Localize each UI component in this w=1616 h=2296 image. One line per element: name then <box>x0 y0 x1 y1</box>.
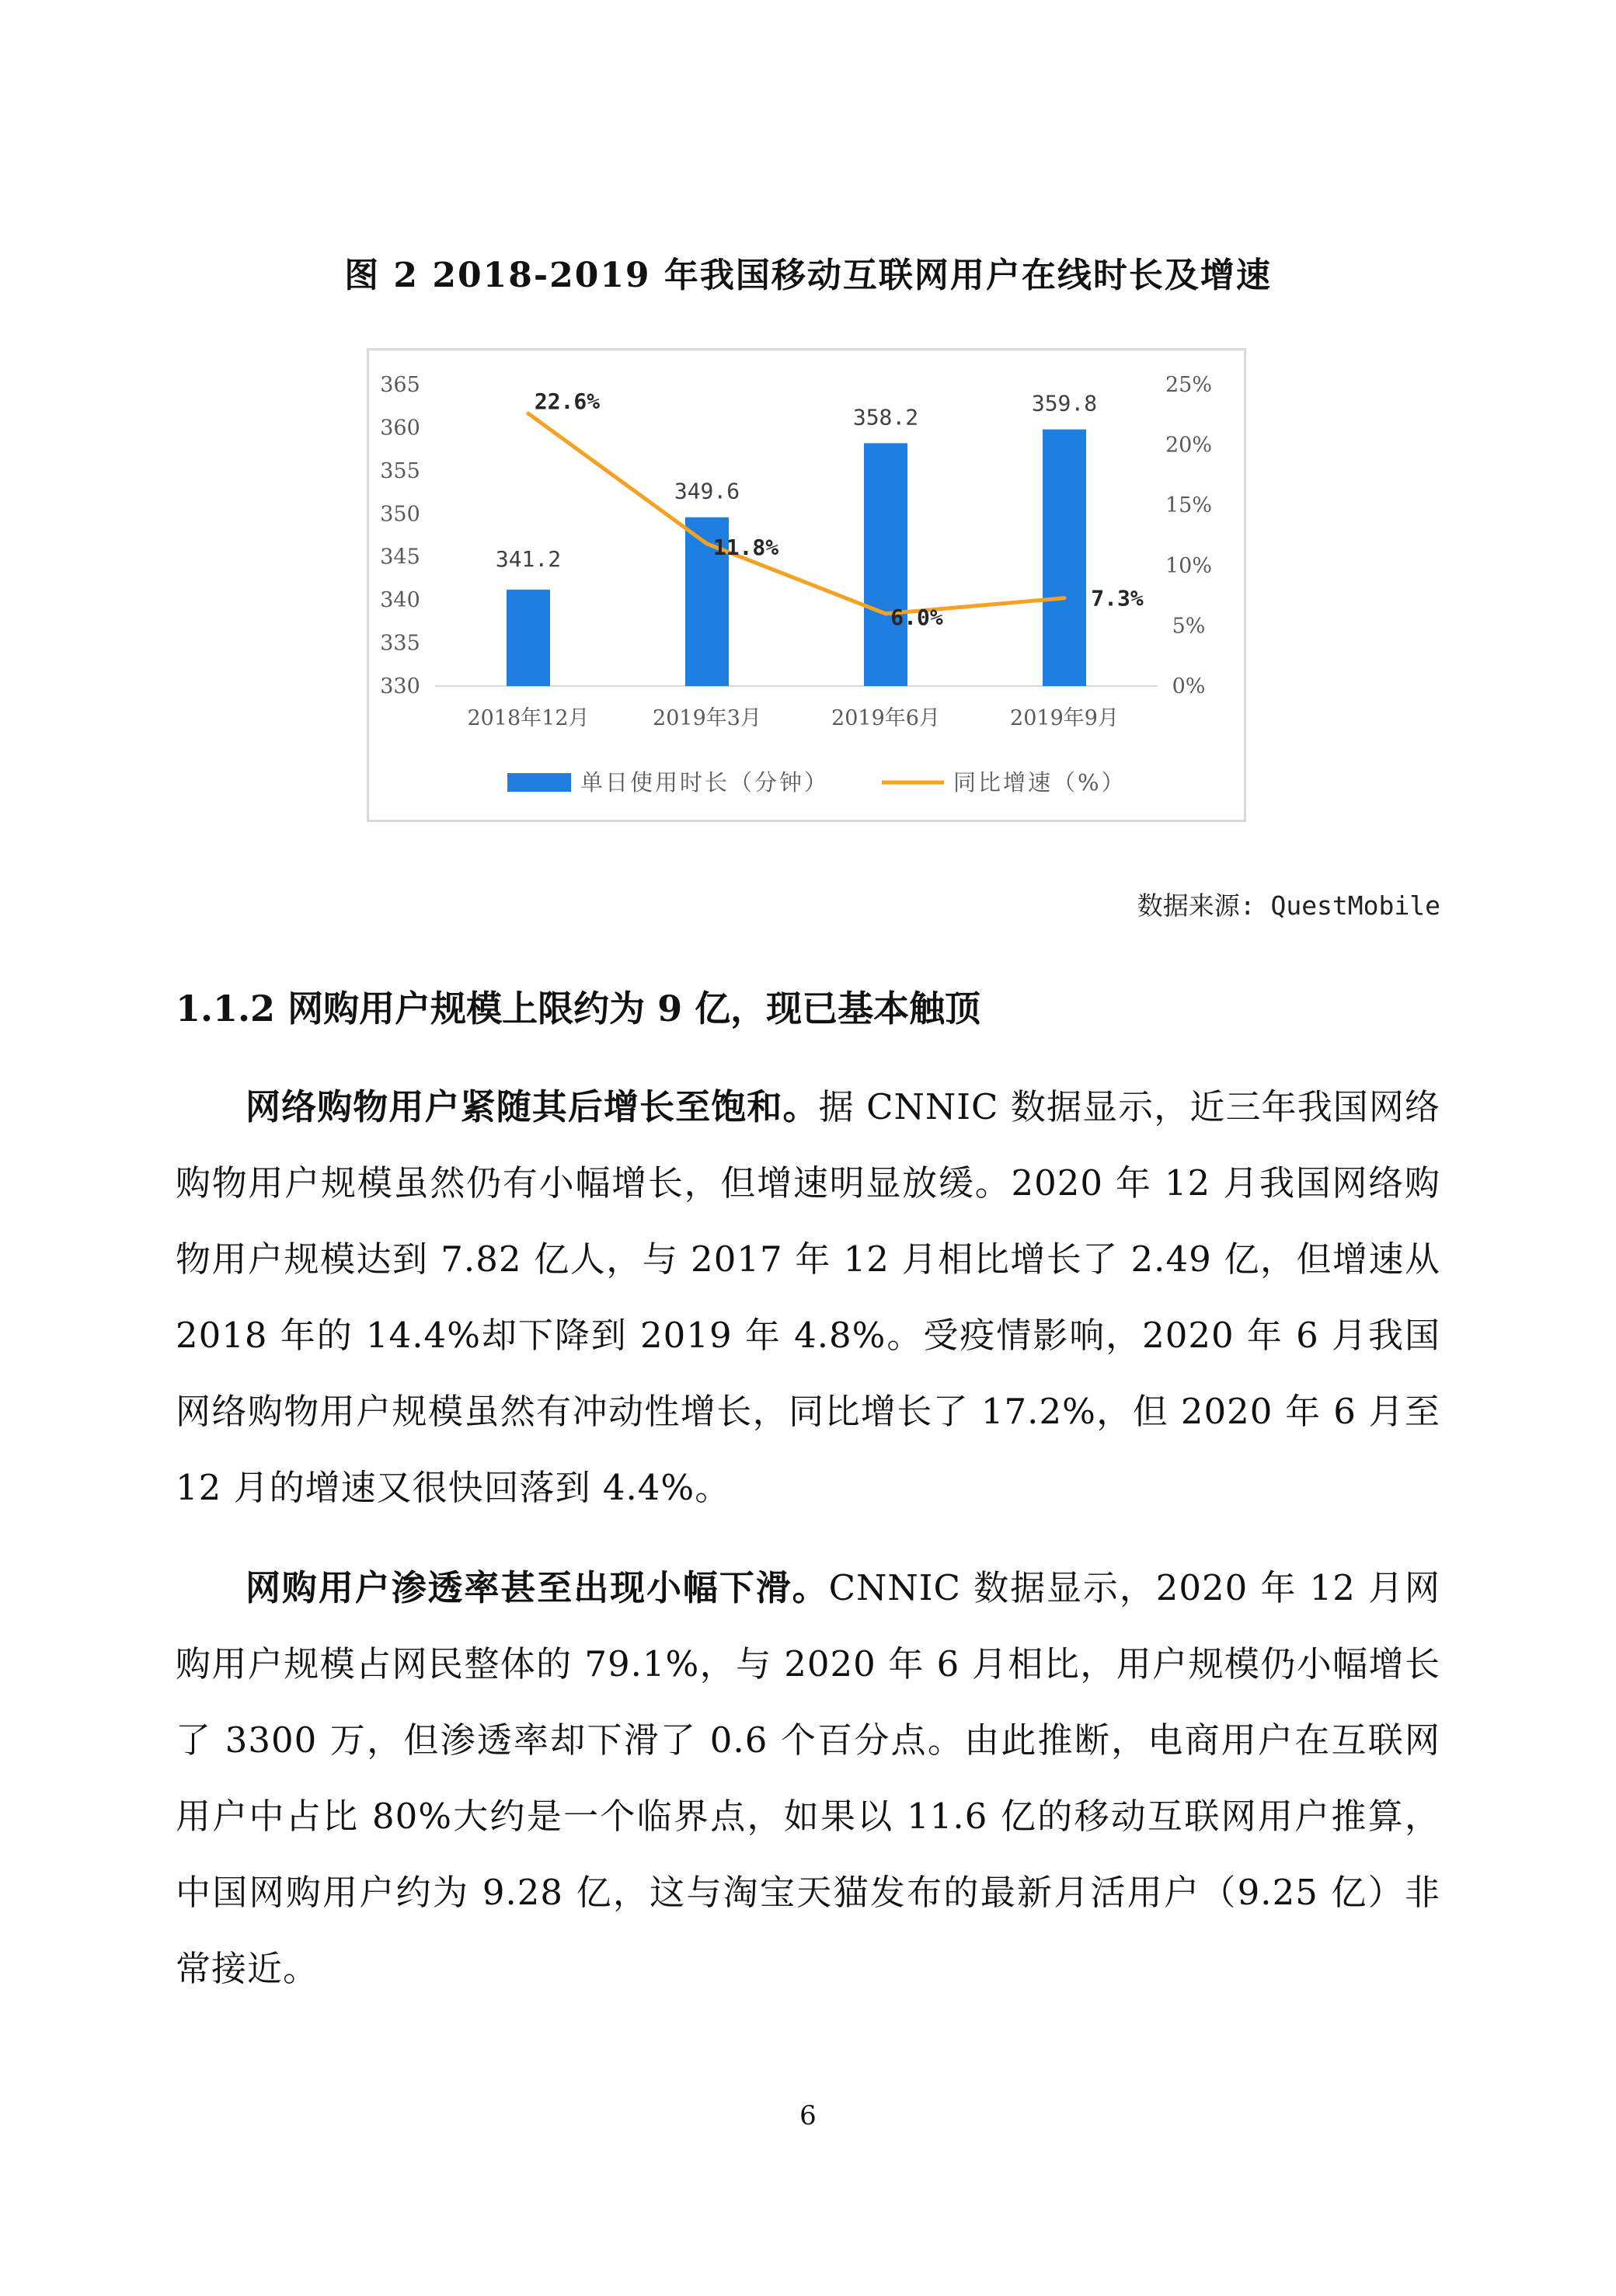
y-left-tick-label: 330 <box>380 674 420 699</box>
bar-data-label: 358.2 <box>852 404 919 430</box>
bar <box>507 590 550 686</box>
bar <box>1043 430 1086 686</box>
y-right-tick-label: 20% <box>1165 433 1213 458</box>
chart-container <box>367 348 1246 822</box>
bar <box>864 443 907 686</box>
line-data-label: 11.8% <box>712 534 779 560</box>
y-left-tick-label: 365 <box>380 373 420 397</box>
y-right-tick-label: 10% <box>1165 553 1213 578</box>
line-point <box>1064 598 1065 599</box>
paragraph-1-body: 据 CNNIC 数据显示，近三年我国网络购物用户规模虽然仍有小幅增长，但增速明显放缓。2020 年 12 月我国网络购物用户规模达到 7.82 亿人，与 2017 年 12 月相比增长了 2.49 亿，但增速从 2018 年的 14.4%却下降到 2019 年 4.8%。受疫情影响，2020 年 6 月我国网络购物用户规模虽然有冲动性增长，同比增长了 17.2%，但 2020 年 6 月至 12 月的增速又很快回落到 4.4%。 <box>176 1086 1440 1508</box>
y-left-tick-label: 360 <box>380 416 420 441</box>
y-left-tick-label: 345 <box>380 545 420 570</box>
section-heading: 1.1.2 网购用户规模上限约为 9 亿，现已基本触顶 <box>176 988 981 1030</box>
paragraph-1-lead: 网络购物用户紧随其后增长至饱和。 <box>246 1086 819 1127</box>
paragraph-1 <box>176 1069 1440 1526</box>
bar-data-label: 349.6 <box>674 478 740 504</box>
line-data-label: 22.6% <box>534 388 601 415</box>
legend-line-label: 同比增速（%） <box>953 769 1127 796</box>
bar-data-label: 341.2 <box>495 545 562 572</box>
y-left-tick-label: 350 <box>380 502 420 527</box>
legend-bar-label: 单日使用时长（分钟） <box>580 769 830 796</box>
paragraph-2 <box>176 1550 1440 2007</box>
line-point <box>706 543 708 545</box>
data-source-note: 数据来源: QuestMobile <box>1137 890 1440 921</box>
y-left-tick-label: 355 <box>380 458 420 483</box>
y-right-tick-label: 0% <box>1172 674 1206 699</box>
line-point <box>528 413 529 414</box>
legend-bar-swatch <box>507 773 571 792</box>
x-tick-label: 2019年6月 <box>831 706 940 730</box>
y-left-tick-label: 335 <box>380 631 420 656</box>
online-duration-chart <box>369 350 1244 820</box>
x-tick-label: 2019年9月 <box>1010 706 1119 730</box>
paragraph-2-lead: 网购用户渗透率甚至出现小幅下滑。 <box>246 1567 829 1608</box>
figure-title: 图 2 2018-2019 年我国移动互联网用户在线时长及增速 <box>344 256 1272 295</box>
line-data-label: 6.0% <box>890 604 943 630</box>
bar-data-label: 359.8 <box>1031 390 1098 416</box>
x-tick-label: 2019年3月 <box>653 706 761 730</box>
paragraph-2-body: CNNIC 数据显示，2020 年 12 月网购用户规模占网民整体的 79.1%，与 2020 年 6 月相比，用户规模仍小幅增长了 3300 万，但渗透率却下滑了 0.6 个百分点。由此推断，电商用户在互联网用户中占比 80%大约是一个临界点，如果以 11.6 亿的移动互联网用户推算，中国网购用户约为 9.28 亿，这与淘宝天猫发布的最新月活用户（9.25 亿）非常接近。 <box>176 1567 1440 1989</box>
y-right-tick-label: 15% <box>1165 493 1213 518</box>
growth-rate-line <box>528 413 1064 614</box>
line-data-label: 7.3% <box>1091 585 1144 611</box>
line-point <box>885 613 886 615</box>
page-number: 6 <box>799 2100 817 2131</box>
y-right-tick-label: 25% <box>1165 373 1213 397</box>
y-right-tick-label: 5% <box>1172 614 1206 639</box>
y-left-tick-label: 340 <box>380 588 420 613</box>
x-tick-label: 2018年12月 <box>467 706 590 730</box>
